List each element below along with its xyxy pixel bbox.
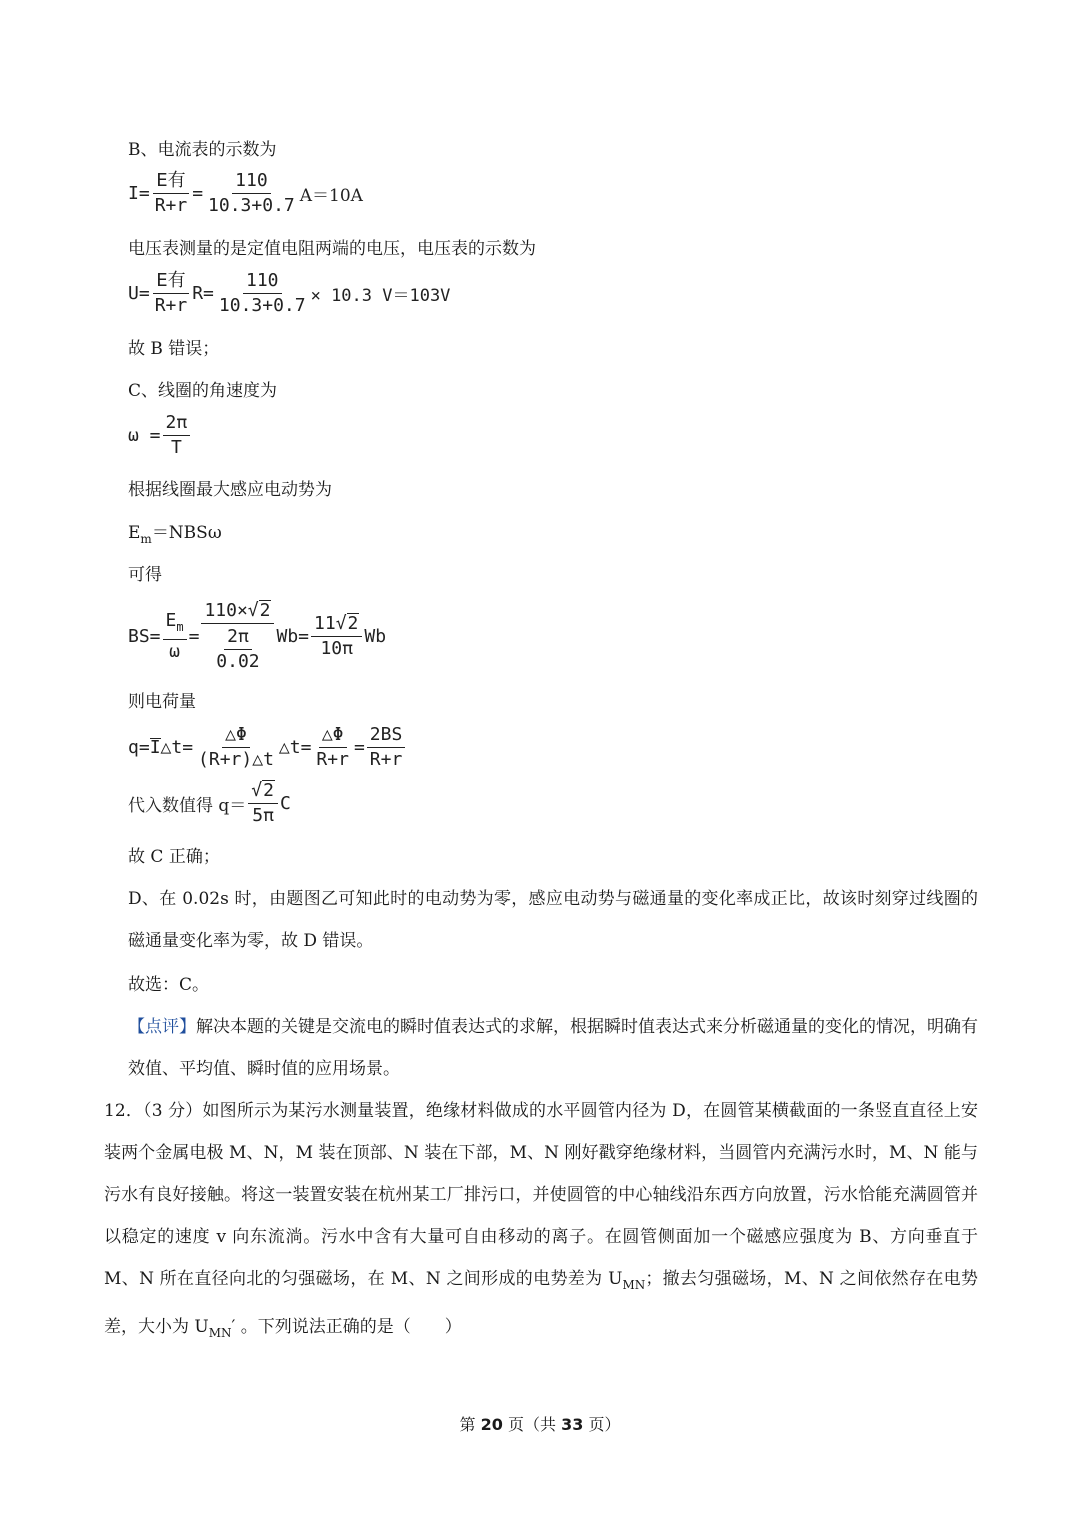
page-footer	[0, 1412, 1080, 1435]
kede-label: 可得	[128, 565, 162, 585]
numerator-part: 110×	[204, 600, 248, 621]
total-pages: 33	[561, 1415, 584, 1434]
numerator-part: 11	[314, 613, 336, 634]
current-formula	[128, 170, 363, 217]
voltmeter-label: 电压表测量的是定值电阻两端的电压，电压表的示数为	[128, 239, 536, 259]
fraction: √ 2 5π	[248, 780, 278, 827]
formula-lhs: ω =	[128, 425, 161, 446]
delta-t: △t=	[278, 737, 312, 758]
formula-mid: R=	[192, 283, 214, 304]
denominator: T	[170, 437, 182, 458]
denominator: R+r	[316, 749, 349, 770]
numerator: 2π	[163, 412, 191, 436]
unit: C	[279, 793, 291, 814]
omega-formula	[128, 412, 192, 459]
substitute-label: 代入数值得 q＝	[128, 796, 247, 816]
denominator: ω	[169, 641, 180, 662]
charge-formula	[128, 724, 407, 771]
fraction	[313, 724, 352, 771]
equals: =	[298, 626, 310, 647]
em-subscript: m	[140, 532, 152, 546]
em-label: 根据线圈最大感应电动势为	[128, 480, 332, 500]
page-number: 20	[480, 1415, 503, 1434]
fraction: 11 √ 2 10π	[311, 613, 362, 660]
footer-text: 页（共	[502, 1415, 562, 1434]
em-symbol: E	[128, 523, 141, 543]
fraction	[163, 610, 187, 663]
numerator: E	[165, 610, 177, 631]
fraction: 110× √ 2 $\frac{2\pi}{0.02}$	[201, 600, 274, 673]
option-d-text: D、在 0.02s 时，由题图乙可知此时的电动势为零，感应电动势与磁通量的变化率成正比，故该时刻穿过线圈的磁通量变化率为零，故 D 错误。	[128, 889, 978, 951]
comment-text: 解决本题的关键是交流电的瞬时值表达式的求解，根据瞬时值表达式来分析磁通量的变化的情况，明确有效值、平均值、瞬时值的应用场景。	[128, 1017, 978, 1079]
fraction	[163, 412, 191, 459]
fraction	[205, 170, 298, 217]
question-12	[104, 1090, 978, 1354]
delta-t: △t=	[160, 737, 194, 758]
subscript: MN	[622, 1278, 646, 1292]
numerator: 2π	[224, 626, 252, 650]
c-correct: 故 C 正确；	[128, 847, 220, 867]
radicand: 2	[347, 613, 359, 634]
numerator: △Φ	[319, 724, 347, 748]
formula-lhs: I=	[128, 183, 150, 204]
fraction	[367, 724, 406, 771]
em-formula	[128, 521, 222, 551]
subscript: m	[176, 620, 184, 634]
radicand: 2	[263, 780, 274, 801]
average-current: I	[149, 737, 161, 758]
denominator: 10.3+0.7	[208, 195, 295, 216]
numerator: 110	[243, 270, 282, 294]
question-text: （3 分）如图所示为某污水测量装置，绝缘材料做成的水平圆管内径为 D，在圆管某横截面的一条竖直直径上安装两个金属电极 M、N，M 装在顶部、N 装在下部，M、N 刚好戳穿绝缘材料，当圆管内充满污水时，M、N 能与污水有良好接触。将这一装置安装在杭州某工厂排污口，并使圆管的中心轴线沿东西方向放置，污水恰能充满圆管并以稳定的速度 v 向东流淌。污水中含有大量可自由移动的离子。在圆管侧面加一个磁感应强度为 B、方向垂直于 M、N 所在直径向北的匀强磁场，在 M、N 之间形成的电势差为 U	[104, 1101, 978, 1289]
subscript: MN	[208, 1326, 232, 1340]
numerator: △Φ	[222, 724, 250, 748]
denominator: R+r	[369, 749, 403, 770]
formula-result: × 10.3 V＝103V	[310, 286, 451, 306]
footer-text: 第	[459, 1415, 481, 1434]
voltage-formula	[128, 270, 450, 317]
unit: Wb	[276, 626, 299, 647]
unit: Wb	[364, 626, 387, 647]
fraction	[152, 270, 191, 317]
substitute-line	[128, 780, 291, 827]
denominator: (R+r)△t	[198, 749, 274, 770]
denominator: 0.02	[216, 651, 260, 672]
denominator: R+r	[154, 195, 188, 216]
denominator: R+r	[154, 295, 188, 316]
b-wrong: 故 B 错误；	[128, 339, 220, 359]
em-rhs: ＝NBSω	[151, 523, 222, 543]
numerator: E有	[153, 170, 188, 194]
formula-lhs: BS=	[128, 626, 161, 647]
formula-lhs: q=	[128, 737, 150, 758]
equals: =	[188, 626, 200, 647]
choice-line: 故选：C。	[128, 975, 210, 995]
footer-text: 页）	[583, 1415, 621, 1434]
equals: =	[192, 183, 204, 204]
question-text: ′ 。下列说法正确的是（ ）	[231, 1317, 462, 1337]
charge-label: 则电荷量	[128, 692, 196, 712]
radicand: 2	[259, 600, 271, 621]
nested-fraction	[213, 626, 262, 673]
denominator: 10π	[320, 638, 353, 659]
fraction	[152, 170, 191, 217]
numerator: E有	[153, 270, 188, 294]
option-b-label: B、电流表的示数为	[128, 140, 277, 160]
comment-paragraph	[128, 1006, 978, 1090]
numerator: 2BS	[367, 724, 406, 748]
fraction	[195, 724, 277, 771]
question-number: 12．	[104, 1101, 144, 1121]
equals: =	[353, 737, 365, 758]
denominator: 5π	[252, 805, 274, 826]
formula-lhs: U=	[128, 283, 150, 304]
bs-formula	[128, 600, 386, 673]
fraction	[216, 270, 309, 317]
formula-result: A＝10A	[299, 186, 363, 206]
comment-tag: 【点评】	[128, 1017, 196, 1037]
option-c-label: C、线圈的角速度为	[128, 381, 278, 401]
denominator: 10.3+0.7	[218, 295, 306, 316]
question-text: ；撤去匀强磁场，M、N 之间依然存在电势差，大小为 U	[104, 1269, 978, 1337]
numerator: 110	[232, 170, 271, 194]
